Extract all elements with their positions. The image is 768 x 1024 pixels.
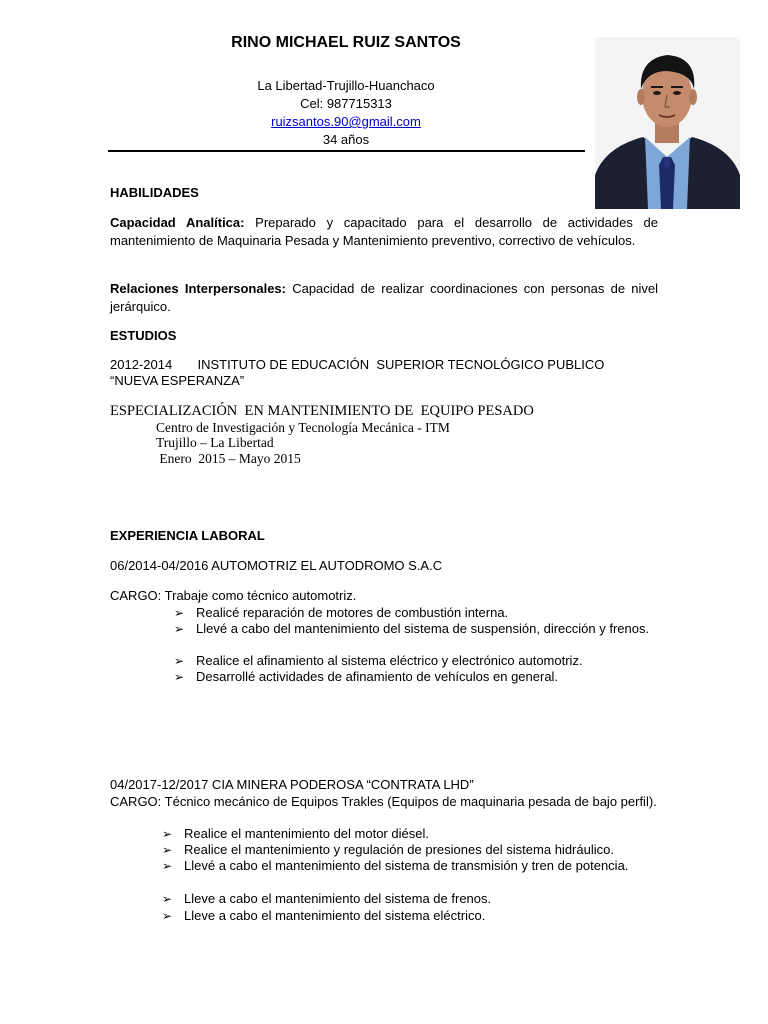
arrowhead-bullet-icon: ➢ bbox=[174, 606, 185, 620]
skill-interpersonales bbox=[110, 280, 658, 316]
bullet-text: Lleve a cabo el mantenimiento del sistema de frenos. bbox=[184, 891, 492, 906]
skill-text: Capacidad de realizar coordinaciones con personas de nivel jerárquico. bbox=[110, 281, 658, 314]
phone: Cel: 987715313 bbox=[300, 96, 392, 111]
job2-header: 04/2017-12/2017 CIA MINERA PODEROSA “CONTRATA LHD” bbox=[110, 777, 474, 792]
arrowhead-bullet-icon: ➢ bbox=[174, 622, 185, 636]
email-link[interactable]: ruizsantos.90@gmail.com bbox=[271, 114, 421, 129]
age: 34 años bbox=[322, 132, 370, 147]
portrait-illustration bbox=[595, 37, 740, 209]
list-item bbox=[162, 891, 652, 907]
habilidades-heading: HABILIDADES bbox=[110, 185, 199, 200]
list-item bbox=[162, 908, 652, 924]
list-item bbox=[162, 826, 652, 842]
bullet-text: Realice el afinamiento al sistema eléctrico y electrónico automotriz. bbox=[196, 653, 583, 668]
list-item bbox=[174, 621, 656, 637]
list-item bbox=[174, 653, 656, 669]
bullet-text: Realice el mantenimiento del motor diésel. bbox=[184, 826, 429, 841]
arrowhead-bullet-icon: ➢ bbox=[162, 843, 173, 857]
header-divider bbox=[108, 150, 585, 152]
job1-cargo: CARGO: Trabaje como técnico automotriz. bbox=[110, 588, 357, 603]
bullet-text: Realice el mantenimiento y regulación de presiones del sistema hidráulico. bbox=[184, 842, 614, 857]
list-item bbox=[174, 605, 656, 621]
arrowhead-bullet-icon: ➢ bbox=[162, 909, 173, 923]
bullet-text: Llevé a cabo el mantenimiento del sistema de transmisión y tren de potencia. bbox=[184, 858, 629, 873]
arrowhead-bullet-icon: ➢ bbox=[174, 670, 185, 684]
specialization-center: Centro de Investigación y Tecnología Mecánica - ITM bbox=[156, 420, 450, 435]
bullet-text: Llevé a cabo del mantenimiento del sistema de suspensión, dirección y frenos. bbox=[196, 621, 650, 636]
experiencia-heading: EXPERIENCIA LABORAL bbox=[110, 528, 265, 543]
job2-cargo: CARGO: Técnico mecánico de Equipos Trakles (Equipos de maquinaria pesada de bajo perfil). bbox=[110, 794, 657, 809]
bullet-text: Realicé reparación de motores de combustión interna. bbox=[196, 605, 509, 620]
location: La Libertad-Trujillo-Huanchaco bbox=[257, 78, 435, 93]
estudios-heading: ESTUDIOS bbox=[110, 328, 177, 343]
specialization-title: ESPECIALIZACIÓN EN MANTENIMIENTO DE EQUIPO PESADO bbox=[110, 403, 534, 419]
job1-header: 06/2014-04/2016 AUTOMOTRIZ EL AUTODROMO S.A.C bbox=[110, 558, 443, 573]
list-item bbox=[174, 669, 656, 685]
cv-name: RINO MICHAEL RUIZ SANTOS bbox=[231, 34, 461, 51]
skill-analitica bbox=[110, 214, 658, 250]
specialization-dates: Enero 2015 – Mayo 2015 bbox=[156, 451, 301, 466]
bullet-text: Lleve a cabo el mantenimiento del sistema eléctrico. bbox=[184, 908, 486, 923]
email-container bbox=[110, 113, 582, 131]
list-item bbox=[162, 858, 650, 874]
skill-text: Preparado y capacitado para el desarrollo de actividades de mantenimiento de Maquinaria Pesada y Mantenimiento preventivo, correctivo de vehículos. bbox=[110, 215, 658, 248]
specialization-city: Trujillo – La Libertad bbox=[156, 435, 274, 450]
arrowhead-bullet-icon: ➢ bbox=[162, 892, 173, 906]
portrait-photo bbox=[595, 37, 740, 209]
list-item bbox=[162, 842, 656, 858]
study-line-1: 2012-2014 INSTITUTO DE EDUCACIÓN SUPERIOR TECNOLÓGICO PUBLICO bbox=[110, 357, 605, 372]
bullet-text: Desarrollé actividades de afinamiento de vehículos en general. bbox=[196, 669, 559, 684]
arrowhead-bullet-icon: ➢ bbox=[162, 859, 173, 873]
study-line-2: “NUEVA ESPERANZA” bbox=[110, 373, 245, 388]
arrowhead-bullet-icon: ➢ bbox=[174, 654, 185, 668]
skill-label: Capacidad Analítica: bbox=[110, 215, 245, 230]
arrowhead-bullet-icon: ➢ bbox=[162, 827, 173, 841]
skill-label: Relaciones Interpersonales: bbox=[110, 281, 286, 296]
